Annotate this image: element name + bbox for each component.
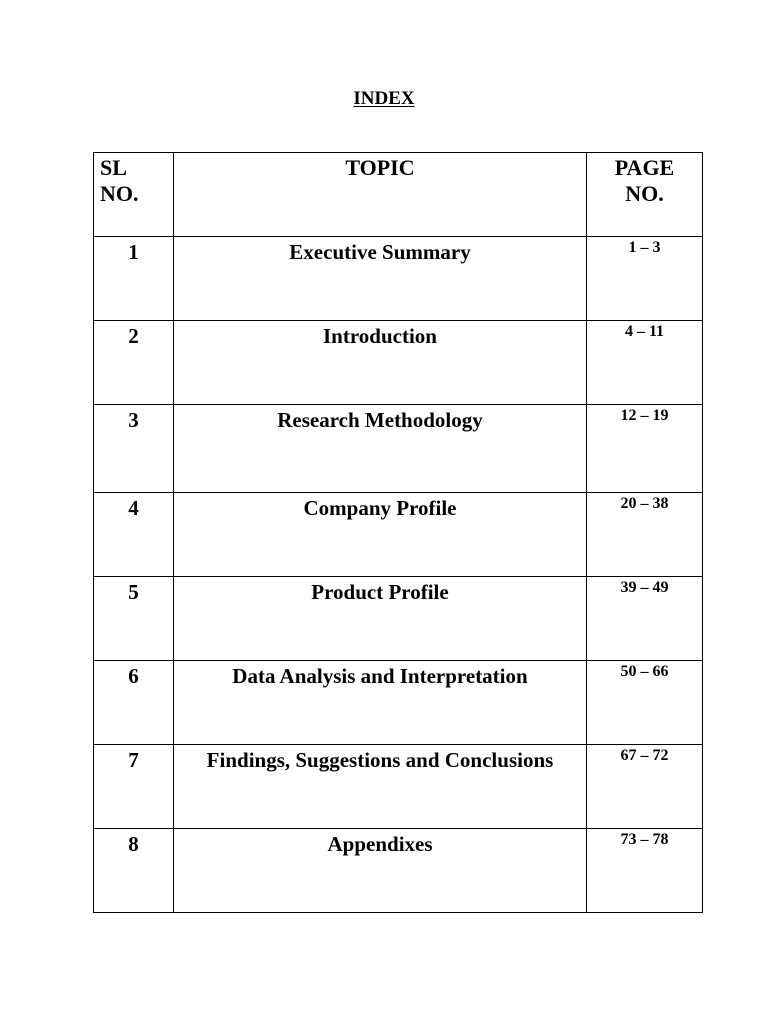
table-row — [94, 829, 703, 913]
table-row — [94, 237, 703, 321]
row-topic: Introduction — [174, 321, 587, 405]
row-topic: Executive Summary — [174, 237, 587, 321]
row-topic: Findings, Suggestions and Conclusions — [174, 745, 587, 829]
row-page-range: 39 – 49 — [587, 577, 703, 661]
row-page-range: 4 – 11 — [587, 321, 703, 405]
row-page-range: 67 – 72 — [587, 745, 703, 829]
row-sl-no: 7 — [94, 745, 174, 829]
row-topic: Appendixes — [174, 829, 587, 913]
header-sl-no — [94, 153, 174, 237]
row-sl-no: 8 — [94, 829, 174, 913]
table-row — [94, 745, 703, 829]
row-sl-no: 6 — [94, 661, 174, 745]
table-row — [94, 405, 703, 493]
header-topic: TOPIC — [174, 153, 587, 237]
header-page-no — [587, 153, 703, 237]
table-header-row — [94, 153, 703, 237]
header-sl-line1: SL — [100, 155, 127, 180]
header-sl-line2: NO. — [100, 181, 139, 206]
row-page-range: 20 – 38 — [587, 493, 703, 577]
row-topic: Product Profile — [174, 577, 587, 661]
index-table — [93, 152, 703, 913]
row-page-range: 50 – 66 — [587, 661, 703, 745]
header-page-line2: NO. — [625, 181, 664, 206]
row-sl-no: 4 — [94, 493, 174, 577]
row-sl-no: 1 — [94, 237, 174, 321]
table-row — [94, 493, 703, 577]
row-sl-no: 3 — [94, 405, 174, 493]
row-sl-no: 2 — [94, 321, 174, 405]
table-row — [94, 661, 703, 745]
table-row — [94, 321, 703, 405]
table-row — [94, 577, 703, 661]
page-title: INDEX — [353, 88, 415, 109]
header-page-line1: PAGE — [614, 155, 675, 180]
row-sl-no: 5 — [94, 577, 174, 661]
row-page-range: 12 – 19 — [587, 405, 703, 493]
row-topic: Company Profile — [174, 493, 587, 577]
row-topic: Research Methodology — [174, 405, 587, 493]
row-topic: Data Analysis and Interpretation — [174, 661, 587, 745]
row-page-range: 73 – 78 — [587, 829, 703, 913]
row-page-range: 1 – 3 — [587, 237, 703, 321]
